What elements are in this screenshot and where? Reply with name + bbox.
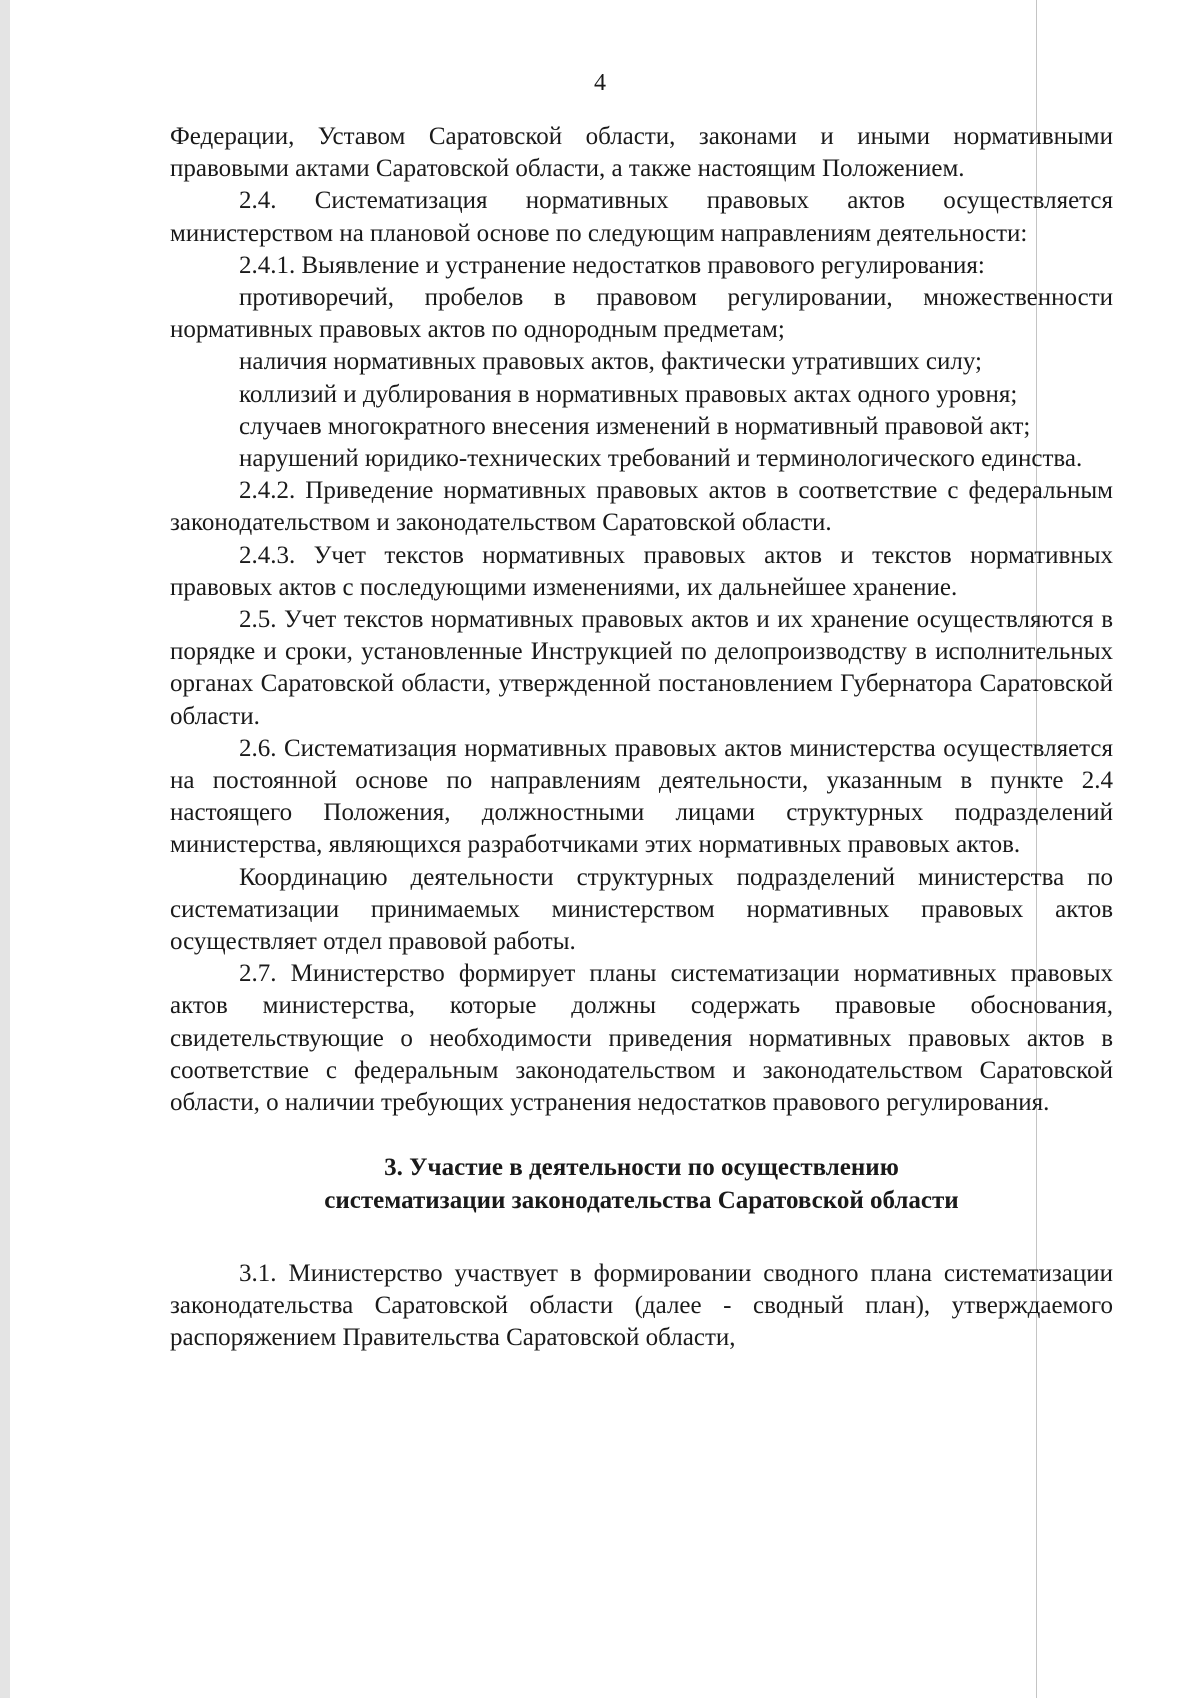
paragraph: коллизий и дублирования в нормативных правовых актах одного уровня;	[239, 380, 1018, 408]
paragraph: 2.4.1. Выявление и устранение недостатков правового регулирования:	[239, 251, 985, 279]
section-3-heading	[170, 1152, 1113, 1216]
page-number: 4	[594, 70, 606, 96]
section-3-heading-line-2: систематизации законодательства Саратовской области	[324, 1186, 959, 1214]
scan-left-edge	[0, 0, 10, 1698]
paragraph: противоречий, пробелов в правовом регулировании, множественности нормативных правовых актов по однородным предметам;	[170, 284, 1113, 344]
section-2-paragraphs	[170, 121, 1113, 1119]
paragraph: 2.4.2. Приведение нормативных правовых актов в соответствие с федеральным законодательством и законодательством Саратовской области.	[170, 477, 1113, 537]
paragraph: случаев многократного внесения изменений в нормативный правовой акт;	[239, 412, 1031, 440]
paragraph: 2.4. Систематизация нормативных правовых актов осуществляется министерством на плановой основе по следующим направлениям деятельности:	[170, 187, 1113, 247]
section-3-heading-line-1: 3. Участие в деятельности по осуществлению	[384, 1154, 899, 1182]
paragraph: 2.6. Систематизация нормативных правовых актов министерства осуществляется на постоянной основе по направлениям деятельности, указанным в пункте 2.4 настоящего Положения, должностными лицами структурных подразделений министерства, являющихся разработчиками этих нормативных правовых актов.	[170, 734, 1113, 859]
paragraph: Федерации, Уставом Саратовской области, законами и иными нормативными правовыми актами Саратовской области, а также настоящим Положением.	[170, 123, 1113, 183]
paragraph: нарушений юридико-технических требований и терминологического единства.	[239, 445, 1083, 473]
paragraph: 2.7. Министерство формирует планы систематизации нормативных правовых актов министерства, которые должны содержать правовые обоснования, свидетельствующие о необходимости приведения нормативных правовых актов в соответствие с федеральным законодательством и законодательством Саратовской области, о наличии требующих устранения недостатков правового регулирования.	[170, 960, 1113, 1117]
document-body	[170, 121, 1113, 1354]
paragraph: Координацию деятельности структурных подразделений министерства по систематизации принимаемых министерством нормативных правовых актов осуществляет отдел правовой работы.	[170, 863, 1113, 956]
paragraph-3-1: 3.1. Министерство участвует в формировании сводного плана систематизации законодательства Саратовской области (далее - сводный план), утверждаемого распоряжением Правительства Саратовской области,	[170, 1259, 1113, 1352]
paragraph: наличия нормативных правовых актов, фактически утративших силу;	[239, 348, 982, 376]
paragraph: 2.5. Учет текстов нормативных правовых актов и их хранение осуществляются в порядке и сроки, установленные Инструкцией по делопроизводству в исполнительных органах Саратовской области, утвержденной постановлением Губернатора Саратовской области.	[170, 606, 1113, 730]
paragraph: 2.4.3. Учет текстов нормативных правовых актов и текстов нормативных правовых актов с последующими изменениями, их дальнейшее хранение.	[170, 541, 1113, 601]
